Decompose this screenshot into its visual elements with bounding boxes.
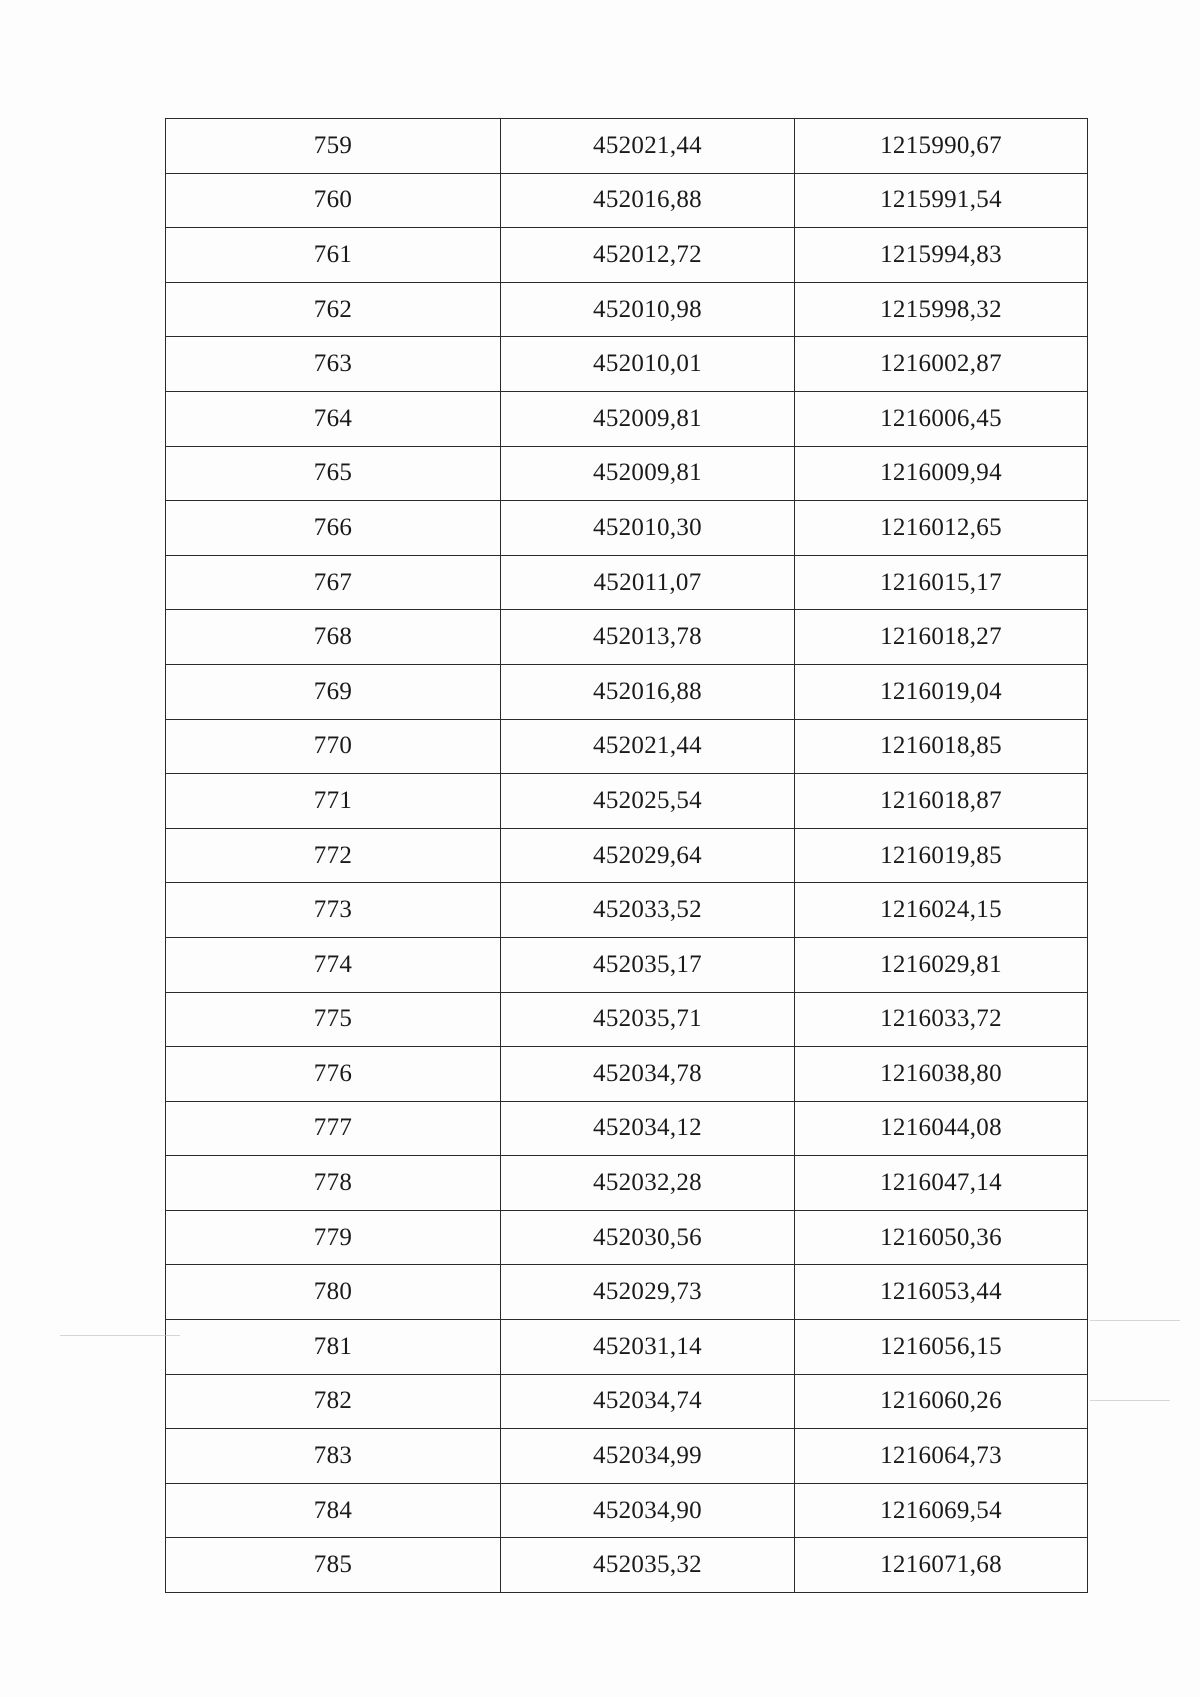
- x-coordinate-cell: 452009,81: [501, 446, 795, 501]
- point-number-cell: 772: [166, 828, 501, 883]
- point-number-cell: 773: [166, 883, 501, 938]
- table-row: [166, 1429, 1088, 1484]
- table-row: [166, 173, 1088, 228]
- coordinates-table-body: [166, 119, 1088, 1593]
- x-coordinate-cell: 452034,78: [501, 1047, 795, 1102]
- table-row: [166, 555, 1088, 610]
- x-coordinate-cell: 452029,73: [501, 1265, 795, 1320]
- table-row: [166, 1210, 1088, 1265]
- point-number-cell: 778: [166, 1156, 501, 1211]
- point-number-cell: 781: [166, 1320, 501, 1375]
- x-coordinate-cell: 452016,88: [501, 664, 795, 719]
- y-coordinate-cell: 1216060,26: [795, 1374, 1088, 1429]
- y-coordinate-cell: 1216047,14: [795, 1156, 1088, 1211]
- table-row: [166, 774, 1088, 829]
- table-row: [166, 446, 1088, 501]
- point-number-cell: 782: [166, 1374, 501, 1429]
- table-row: [166, 1156, 1088, 1211]
- x-coordinate-cell: 452034,74: [501, 1374, 795, 1429]
- point-number-cell: 771: [166, 774, 501, 829]
- table-row: [166, 883, 1088, 938]
- y-coordinate-cell: 1215994,83: [795, 228, 1088, 283]
- y-coordinate-cell: 1216018,85: [795, 719, 1088, 774]
- point-number-cell: 785: [166, 1538, 501, 1593]
- point-number-cell: 770: [166, 719, 501, 774]
- y-coordinate-cell: 1216002,87: [795, 337, 1088, 392]
- x-coordinate-cell: 452034,90: [501, 1483, 795, 1538]
- x-coordinate-cell: 452013,78: [501, 610, 795, 665]
- x-coordinate-cell: 452021,44: [501, 719, 795, 774]
- table-row: [166, 1320, 1088, 1375]
- x-coordinate-cell: 452010,98: [501, 282, 795, 337]
- y-coordinate-cell: 1216012,65: [795, 501, 1088, 556]
- point-number-cell: 766: [166, 501, 501, 556]
- point-number-cell: 761: [166, 228, 501, 283]
- x-coordinate-cell: 452029,64: [501, 828, 795, 883]
- x-coordinate-cell: 452035,71: [501, 992, 795, 1047]
- x-coordinate-cell: 452010,30: [501, 501, 795, 556]
- x-coordinate-cell: 452009,81: [501, 391, 795, 446]
- x-coordinate-cell: 452035,17: [501, 937, 795, 992]
- y-coordinate-cell: 1216050,36: [795, 1210, 1088, 1265]
- y-coordinate-cell: 1216064,73: [795, 1429, 1088, 1484]
- y-coordinate-cell: 1216038,80: [795, 1047, 1088, 1102]
- y-coordinate-cell: 1216029,81: [795, 937, 1088, 992]
- y-coordinate-cell: 1216006,45: [795, 391, 1088, 446]
- y-coordinate-cell: 1216018,87: [795, 774, 1088, 829]
- point-number-cell: 763: [166, 337, 501, 392]
- table-row: [166, 610, 1088, 665]
- x-coordinate-cell: 452031,14: [501, 1320, 795, 1375]
- scan-artifact: [60, 1335, 180, 1336]
- table-row: [166, 228, 1088, 283]
- y-coordinate-cell: 1216033,72: [795, 992, 1088, 1047]
- point-number-cell: 780: [166, 1265, 501, 1320]
- table-row: [166, 1265, 1088, 1320]
- table-row: [166, 1483, 1088, 1538]
- x-coordinate-cell: 452012,72: [501, 228, 795, 283]
- y-coordinate-cell: 1216056,15: [795, 1320, 1088, 1375]
- point-number-cell: 762: [166, 282, 501, 337]
- point-number-cell: 759: [166, 119, 501, 174]
- table-row: [166, 1374, 1088, 1429]
- y-coordinate-cell: 1216053,44: [795, 1265, 1088, 1320]
- x-coordinate-cell: 452034,99: [501, 1429, 795, 1484]
- y-coordinate-cell: 1216024,15: [795, 883, 1088, 938]
- table-row: [166, 119, 1088, 174]
- table-row: [166, 664, 1088, 719]
- point-number-cell: 776: [166, 1047, 501, 1102]
- y-coordinate-cell: 1216019,85: [795, 828, 1088, 883]
- point-number-cell: 765: [166, 446, 501, 501]
- y-coordinate-cell: 1216009,94: [795, 446, 1088, 501]
- table-row: [166, 828, 1088, 883]
- y-coordinate-cell: 1216071,68: [795, 1538, 1088, 1593]
- x-coordinate-cell: 452016,88: [501, 173, 795, 228]
- point-number-cell: 760: [166, 173, 501, 228]
- point-number-cell: 779: [166, 1210, 501, 1265]
- y-coordinate-cell: 1215991,54: [795, 173, 1088, 228]
- point-number-cell: 764: [166, 391, 501, 446]
- y-coordinate-cell: 1216018,27: [795, 610, 1088, 665]
- x-coordinate-cell: 452030,56: [501, 1210, 795, 1265]
- x-coordinate-cell: 452034,12: [501, 1101, 795, 1156]
- x-coordinate-cell: 452021,44: [501, 119, 795, 174]
- x-coordinate-cell: 452025,54: [501, 774, 795, 829]
- point-number-cell: 777: [166, 1101, 501, 1156]
- x-coordinate-cell: 452032,28: [501, 1156, 795, 1211]
- y-coordinate-cell: 1216069,54: [795, 1483, 1088, 1538]
- point-number-cell: 784: [166, 1483, 501, 1538]
- point-number-cell: 783: [166, 1429, 501, 1484]
- table-row: [166, 391, 1088, 446]
- x-coordinate-cell: 452035,32: [501, 1538, 795, 1593]
- table-row: [166, 282, 1088, 337]
- scan-artifact: [1090, 1400, 1170, 1401]
- x-coordinate-cell: 452011,07: [501, 555, 795, 610]
- point-number-cell: 767: [166, 555, 501, 610]
- table-row: [166, 719, 1088, 774]
- y-coordinate-cell: 1215998,32: [795, 282, 1088, 337]
- scan-artifact: [1090, 1320, 1180, 1321]
- y-coordinate-cell: 1215990,67: [795, 119, 1088, 174]
- table-row: [166, 937, 1088, 992]
- coordinates-table: [165, 118, 1088, 1593]
- x-coordinate-cell: 452010,01: [501, 337, 795, 392]
- point-number-cell: 768: [166, 610, 501, 665]
- y-coordinate-cell: 1216019,04: [795, 664, 1088, 719]
- table-row: [166, 1047, 1088, 1102]
- table-row: [166, 1101, 1088, 1156]
- table-row: [166, 1538, 1088, 1593]
- point-number-cell: 774: [166, 937, 501, 992]
- point-number-cell: 775: [166, 992, 501, 1047]
- table-row: [166, 992, 1088, 1047]
- point-number-cell: 769: [166, 664, 501, 719]
- table-row: [166, 337, 1088, 392]
- x-coordinate-cell: 452033,52: [501, 883, 795, 938]
- y-coordinate-cell: 1216015,17: [795, 555, 1088, 610]
- y-coordinate-cell: 1216044,08: [795, 1101, 1088, 1156]
- table-row: [166, 501, 1088, 556]
